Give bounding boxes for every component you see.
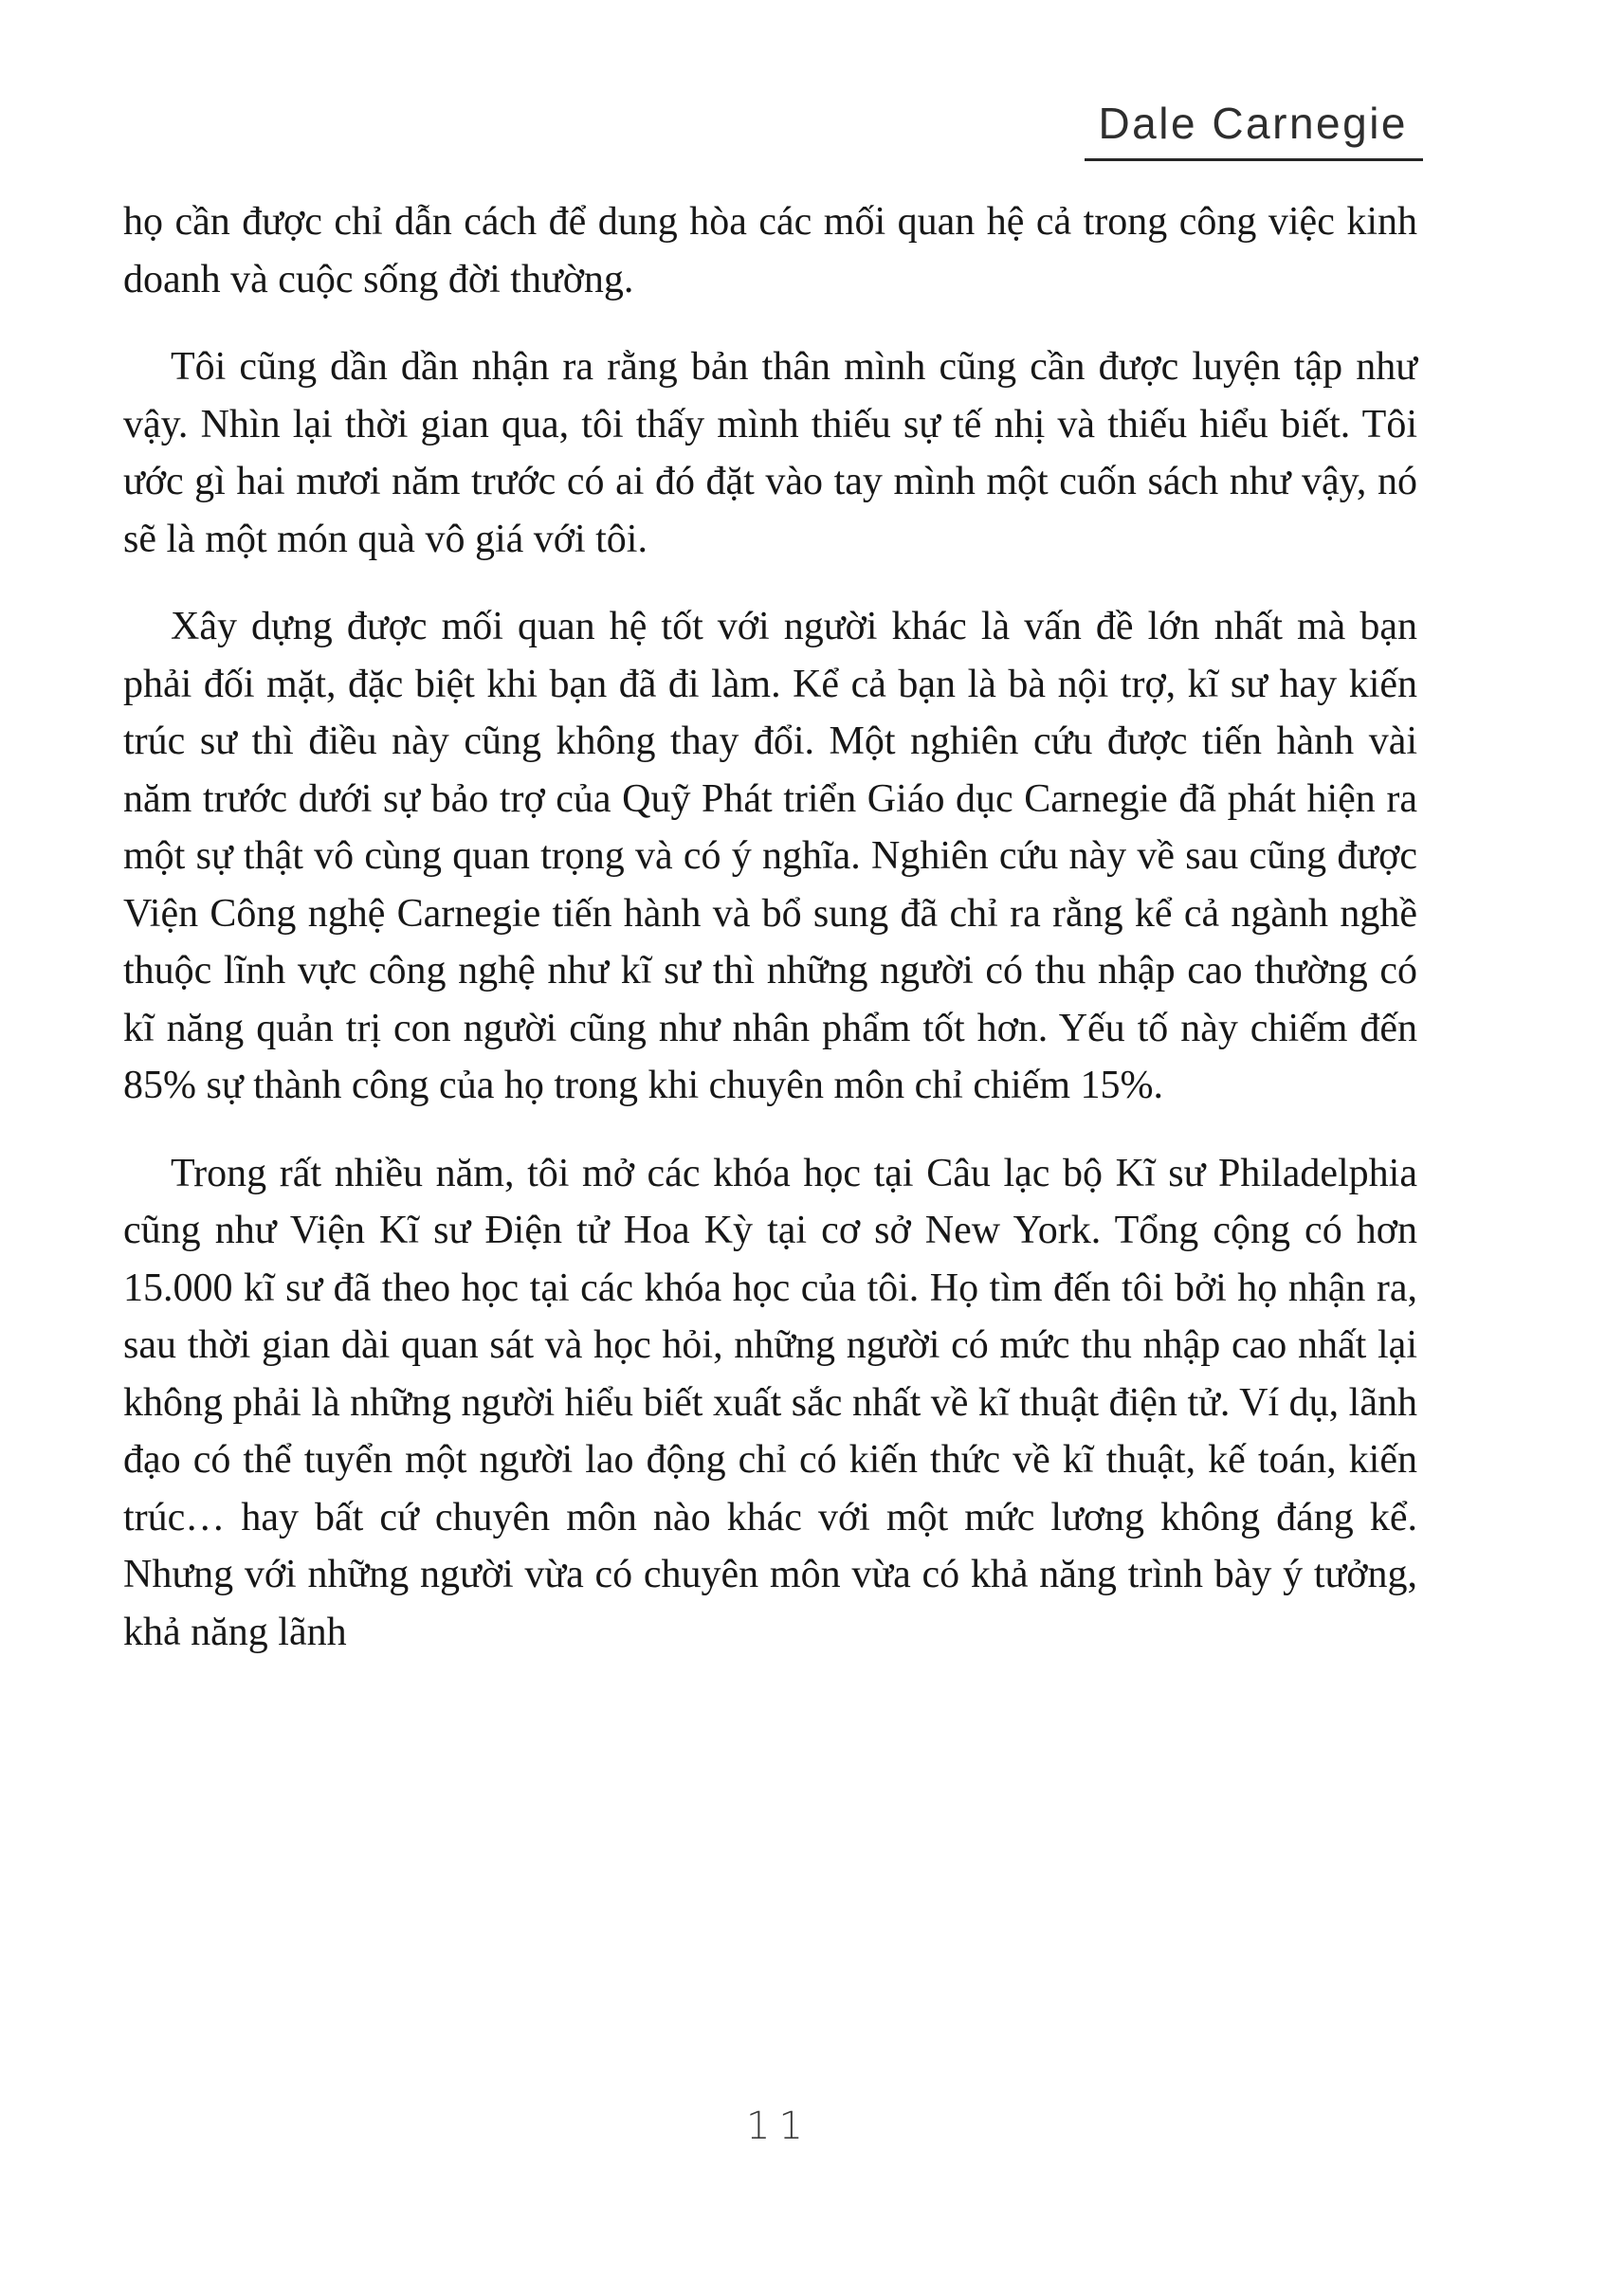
paragraph: Tôi cũng dần dần nhận ra rằng bản thân mình cũng cần được luyện tập như vậy. Nhìn lại thời gian qua, tôi thấy mình thiếu sự tế nhị và thiếu hiểu biết. Tôi ước gì hai mươi năm trước có ai đó đặt vào tay mình một cuốn sách như vậy, nó sẽ là một món quà vô giá với tôi. [123,345,1417,561]
page-body [123,193,1417,1661]
page-header [1085,100,1423,161]
paragraph-continuation: họ cần được chỉ dẫn cách để dung hòa các mối quan hệ cả trong công việc kinh doanh và cuộc sống đời thường. [123,200,1417,301]
paragraph: Xây dựng được mối quan hệ tốt với người khác là vấn đề lớn nhất mà bạn phải đối mặt, đặc biệt khi bạn đã đi làm. Kể cả bạn là bà nội trợ, kĩ sư hay kiến trúc sư thì điều này cũng không thay đổi. Một nghiên cứu được tiến hành vài năm trước dưới sự bảo trợ của Quỹ Phát triển Giáo dục Carnegie đã phát hiện ra một sự thật vô cùng quan trọng và có ý nghĩa. Nghiên cứu này về sau cũng được Viện Công nghệ Carnegie tiến hành và bổ sung đã chỉ ra rằng kể cả ngành nghề thuộc lĩnh vực công nghệ như kĩ sư thì những người có thu nhập cao thường có kĩ năng quản trị con người cũng như nhân phẩm tốt hơn. Yếu tố này chiếm đến 85% sự thành công của họ trong khi chuyên môn chỉ chiếm 15%. [123,605,1417,1107]
running-header-author: Dale Carnegie [1085,100,1423,161]
paragraph: Trong rất nhiều năm, tôi mở các khóa học tại Câu lạc bộ Kĩ sư Philadelphia cũng như Viện Kĩ sư Điện tử Hoa Kỳ tại cơ sở New York. Tổng cộng có hơn 15.000 kĩ sư đã theo học tại các khóa học của tôi. Họ tìm đến tôi bởi họ nhận ra, sau thời gian dài quan sát và học hỏi, những người có mức thu nhập cao nhất lại không phải là những người hiểu biết xuất sắc nhất về kĩ thuật điện tử. Ví dụ, lãnh đạo có thể tuyển một người lao động chỉ có kiến thức về kĩ thuật, kế toán, kiến trúc… hay bất cứ chuyên môn nào khác với một mức lương không đáng kể. Nhưng với những người vừa có chuyên môn vừa có khả năng trình bày ý tưởng, khả năng lãnh [123,1151,1417,1654]
page-number: 11 [746,2104,812,2148]
